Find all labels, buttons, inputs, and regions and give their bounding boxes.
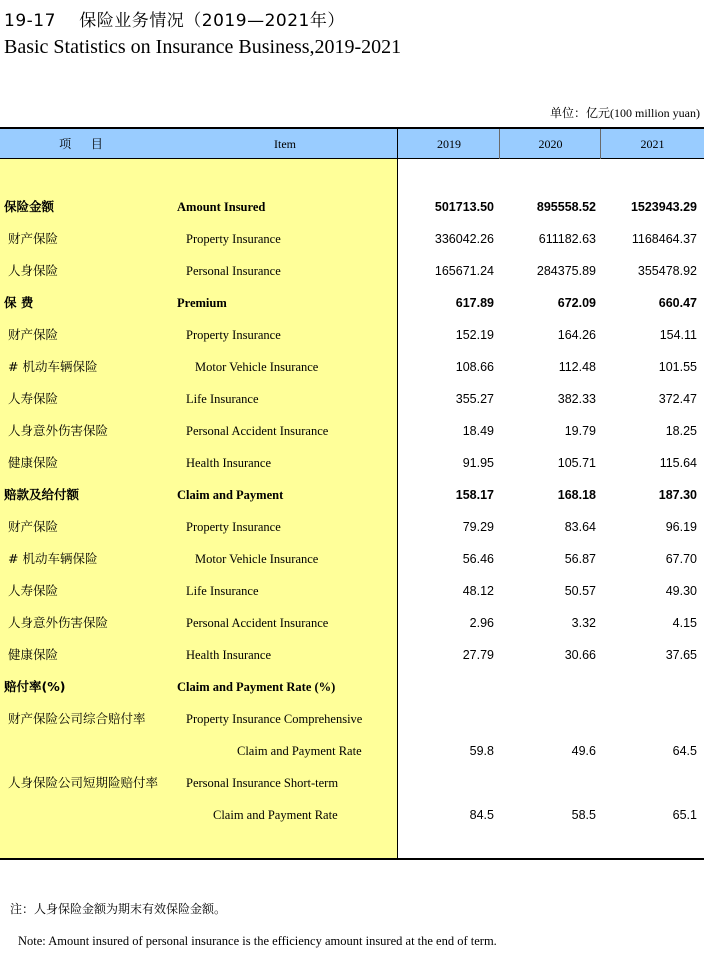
cell-value-2020: 284375.89 xyxy=(536,264,596,278)
cell-value-2021: 1168464.37 xyxy=(631,232,697,246)
footnote-cn: 注：人身保险金额为期末有效保险金额。 xyxy=(10,902,227,916)
row-label-en: Property Insurance xyxy=(186,328,281,342)
row-label-en: Health Insurance xyxy=(186,456,272,470)
cell-value-2019: 84.5 xyxy=(469,808,494,822)
header-year-2020: 2020 xyxy=(538,137,563,151)
row-label-en: Personal Insurance xyxy=(186,264,281,278)
cell-value-2019: 56.46 xyxy=(462,552,494,566)
row-label-cn: 健康保险 xyxy=(8,455,59,470)
cell-value-2021: 49.30 xyxy=(665,584,697,598)
table-row xyxy=(0,191,704,223)
cell-value-2021: 115.64 xyxy=(659,456,697,470)
cell-value-2019: 501713.50 xyxy=(434,200,494,214)
cell-value-2021: 1523943.29 xyxy=(630,200,697,214)
cell-value-2021: 660.47 xyxy=(658,296,697,310)
cell-value-2021: 67.70 xyxy=(665,552,697,566)
cell-value-2019: 108.66 xyxy=(455,360,494,374)
row-label-en: Life Insurance xyxy=(186,584,259,598)
cell-value-2021: 37.65 xyxy=(665,648,697,662)
page-title-en: Basic Statistics on Insurance Business,2019-2021 xyxy=(4,36,402,58)
row-label-en: Property Insurance xyxy=(186,232,281,246)
row-label-en: Premium xyxy=(177,296,227,310)
table-row xyxy=(0,351,704,383)
cell-value-2020: 105.71 xyxy=(557,456,596,470)
cell-value-2021: 18.25 xyxy=(665,424,697,438)
cell-value-2020: 30.66 xyxy=(564,648,596,662)
row-label-en: Claim and Payment Rate xyxy=(213,808,338,822)
table-row xyxy=(0,767,704,799)
cell-value-2020: 168.18 xyxy=(557,488,596,502)
table-row xyxy=(0,223,704,255)
row-label-cn: 人身保险 xyxy=(8,263,59,278)
cell-value-2019: 91.95 xyxy=(462,456,494,470)
row-label-en: Claim and Payment xyxy=(177,488,284,502)
row-label-en: Personal Insurance Short-term xyxy=(186,776,339,790)
cell-value-2020: 56.87 xyxy=(564,552,596,566)
table-row xyxy=(0,287,704,319)
cell-value-2019: 79.29 xyxy=(462,520,494,534)
row-label-cn: 人身意外伤害保险 xyxy=(8,423,109,438)
row-label-cn: 财产保险公司综合赔付率 xyxy=(8,711,146,726)
row-label-en: Motor Vehicle Insurance xyxy=(195,552,319,566)
cell-value-2021: 355478.92 xyxy=(637,264,697,278)
row-label-en: Amount Insured xyxy=(177,200,266,214)
cell-value-2019: 617.89 xyxy=(455,296,494,310)
cell-value-2020: 49.6 xyxy=(571,744,596,758)
cell-value-2020: 611182.63 xyxy=(538,232,596,246)
unit-label-en: (100 million yuan) xyxy=(610,106,700,120)
row-label-en: Health Insurance xyxy=(186,648,272,662)
cell-value-2021: 372.47 xyxy=(658,392,697,406)
cell-value-2020: 19.79 xyxy=(564,424,596,438)
row-label-en: Property Insurance xyxy=(186,520,281,534)
cell-value-2021: 101.55 xyxy=(658,360,697,374)
unit-label xyxy=(550,104,700,121)
cell-value-2021: 154.11 xyxy=(659,328,697,342)
cell-value-2020: 112.48 xyxy=(558,360,596,374)
row-label-cn: # 机动车辆保险 xyxy=(8,551,98,566)
row-label-cn: 赔付率(%) xyxy=(4,679,66,694)
row-label-en: Claim and Payment Rate (%) xyxy=(177,680,336,694)
row-label-en: Claim and Payment Rate xyxy=(237,744,362,758)
cell-value-2019: 27.79 xyxy=(462,648,494,662)
statistics-table xyxy=(0,127,704,860)
row-label-en: Personal Accident Insurance xyxy=(186,616,329,630)
table-row xyxy=(0,479,704,511)
cell-value-2020: 672.09 xyxy=(557,296,596,310)
table-row xyxy=(0,447,704,479)
cell-value-2019: 158.17 xyxy=(455,488,494,502)
cell-value-2020: 58.5 xyxy=(571,808,596,822)
row-label-en: Motor Vehicle Insurance xyxy=(195,360,319,374)
cell-value-2019: 152.19 xyxy=(455,328,494,342)
row-label-cn: # 机动车辆保险 xyxy=(8,359,98,374)
cell-value-2019: 2.96 xyxy=(469,616,494,630)
table-row xyxy=(0,575,704,607)
row-label-cn: 保 费 xyxy=(4,295,34,310)
row-label-cn: 健康保险 xyxy=(8,647,59,662)
row-label-cn: 人寿保险 xyxy=(8,391,59,406)
row-label-cn: 财产保险 xyxy=(8,231,59,246)
footnote-en: Note: Amount insured of personal insurance is the efficiency amount insured at the end of term. xyxy=(18,934,497,948)
table-row xyxy=(0,703,704,735)
unit-label-cn: 单位：亿元 xyxy=(549,106,610,120)
cell-value-2021: 187.30 xyxy=(658,488,697,502)
cell-value-2019: 59.8 xyxy=(469,744,494,758)
cell-value-2021: 65.1 xyxy=(672,808,697,822)
table-row xyxy=(0,383,704,415)
cell-value-2019: 18.49 xyxy=(462,424,494,438)
table-row xyxy=(0,255,704,287)
table-row xyxy=(0,415,704,447)
header-item-en: Item xyxy=(274,137,296,151)
table-row xyxy=(0,511,704,543)
table-row xyxy=(0,735,704,767)
row-label-cn: 赔款及给付额 xyxy=(4,487,80,502)
cell-value-2020: 83.64 xyxy=(564,520,596,534)
cell-value-2020: 50.57 xyxy=(564,584,596,598)
row-label-cn: 人身保险公司短期险赔付率 xyxy=(8,775,159,790)
cell-value-2019: 165671.24 xyxy=(434,264,494,278)
cell-value-2021: 96.19 xyxy=(665,520,697,534)
column-divider xyxy=(499,129,500,159)
row-label-cn: 财产保险 xyxy=(8,327,59,342)
cell-value-2020: 382.33 xyxy=(557,392,596,406)
header-year-2019: 2019 xyxy=(437,137,461,151)
cell-value-2021: 4.15 xyxy=(672,616,697,630)
cell-value-2020: 895558.52 xyxy=(536,200,596,214)
page-title-cn: 19-17 保险业务情况（2019—2021年） xyxy=(4,11,345,31)
table-row xyxy=(0,639,704,671)
cell-value-2019: 336042.26 xyxy=(434,232,494,246)
header-item-cn: 项 目 xyxy=(59,137,111,151)
cell-value-2019: 48.12 xyxy=(462,584,494,598)
table-row xyxy=(0,607,704,639)
table-row xyxy=(0,319,704,351)
row-label-cn: 保险金额 xyxy=(4,199,55,214)
row-label-cn: 财产保险 xyxy=(8,519,59,534)
table-row xyxy=(0,671,704,703)
table-row xyxy=(0,543,704,575)
column-divider xyxy=(600,129,601,159)
cell-value-2019: 355.27 xyxy=(455,392,494,406)
row-label-en: Property Insurance Comprehensive xyxy=(186,712,363,726)
table-header xyxy=(0,129,704,159)
row-label-cn: 人寿保险 xyxy=(8,583,59,598)
table-row xyxy=(0,799,704,831)
cell-value-2020: 164.26 xyxy=(557,328,596,342)
row-label-en: Life Insurance xyxy=(186,392,259,406)
row-label-cn: 人身意外伤害保险 xyxy=(8,615,109,630)
header-year-2021: 2021 xyxy=(640,137,665,151)
cell-value-2021: 64.5 xyxy=(672,744,697,758)
row-label-en: Personal Accident Insurance xyxy=(186,424,329,438)
cell-value-2020: 3.32 xyxy=(571,616,596,630)
